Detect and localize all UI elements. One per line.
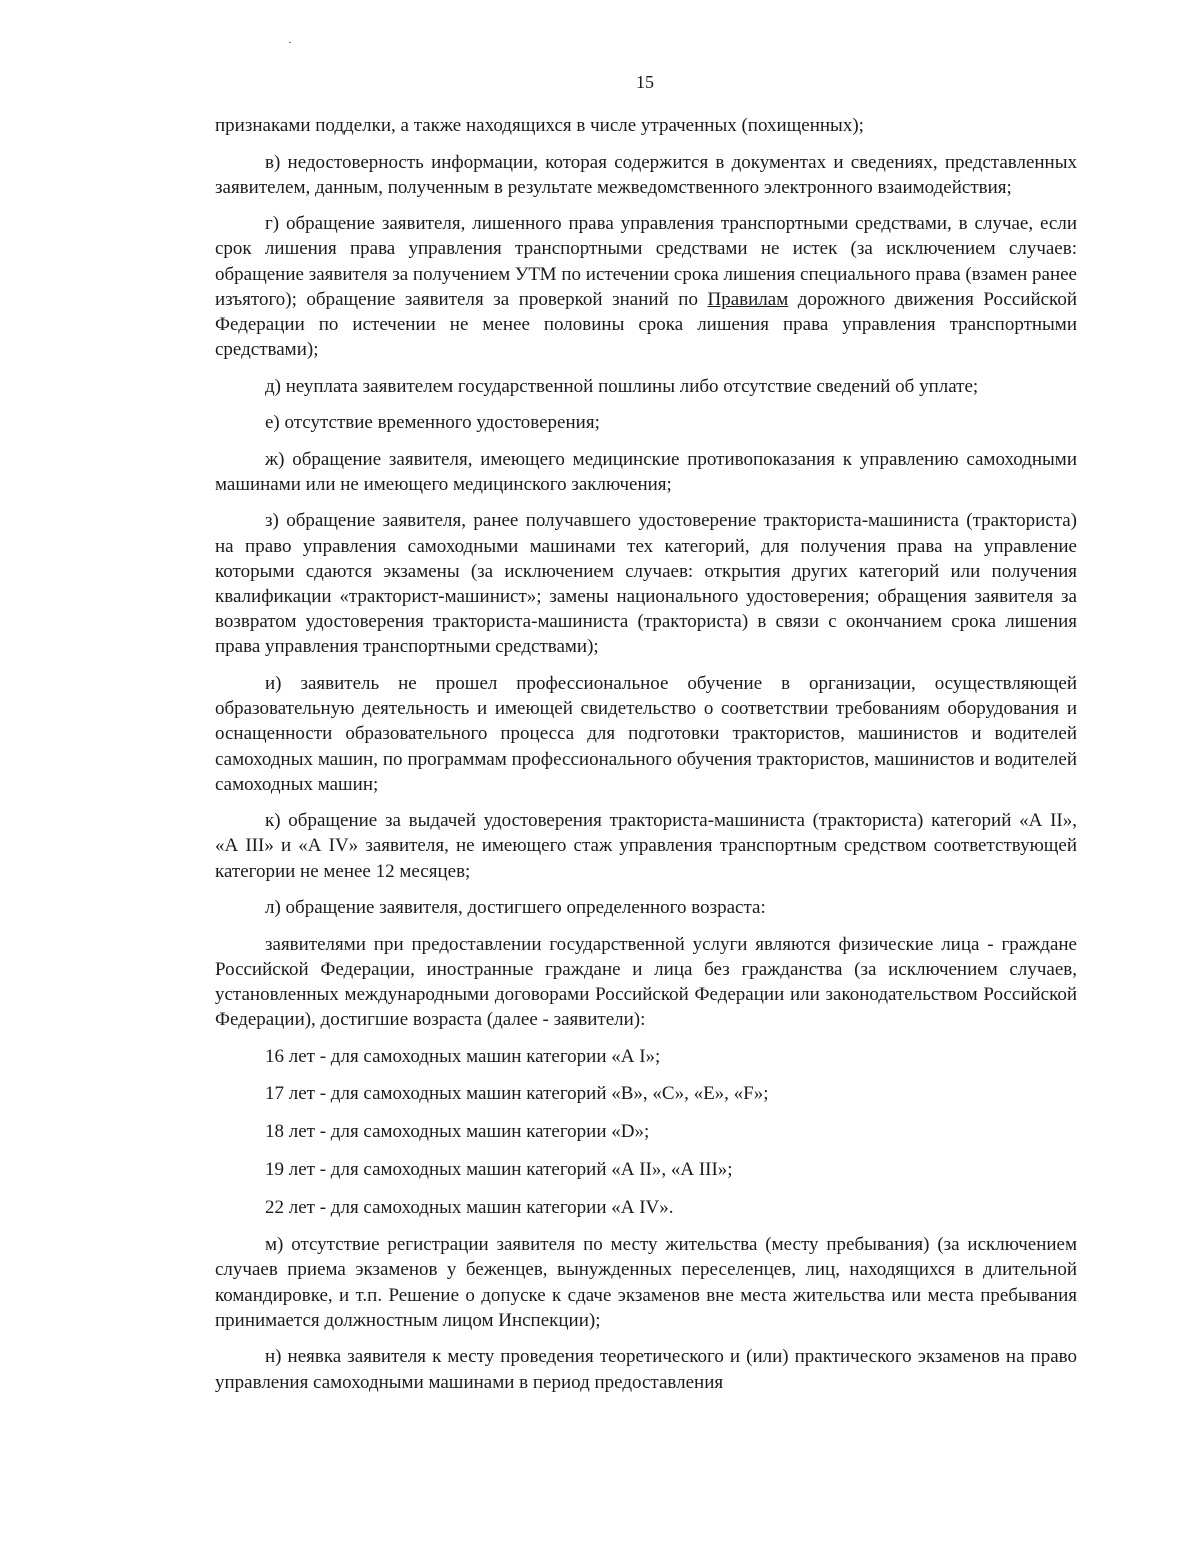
paragraph-continuation: признаками подделки, а также находящихся в числе утраченных (похищенных); — [215, 115, 864, 136]
paragraph-v: в) недостоверность информации, которая содержится в документах и сведениях, представленных заявителем, данным, полученным в результате межведомственного электронного взаимодействия; — [215, 151, 1077, 198]
rules-link[interactable]: Правилам — [707, 288, 789, 310]
age-item-16: 16 лет - для самоходных машин категории «А I»; — [265, 1045, 661, 1067]
age-item-18: 18 лет - для самоходных машин категории «D»; — [265, 1121, 650, 1143]
paragraph-applicants: заявителями при предоставлении государственной услуги являются физические лица - граждане Российской Федерации, иностранные граждане и лица без гражданства (за исключением случаев, установленных международными договорами Российской Федерации или законодательством Российской Федерации), достигшие возраста (далее - заявители): — [215, 933, 1077, 1031]
page-number: 15 — [636, 72, 654, 92]
paragraph-g-text-after: дорожного движения Российской Федерации по истечении не менее половины срока лишения права управления транспортными средствами); — [215, 288, 1077, 361]
paragraph-m: м) отсутствие регистрации заявителя по месту жительства (месту пребывания) (за исключением случаев приема экзаменов у беженцев, вынужденных переселенцев, лиц, находящихся в длительной командировке, и т.п. Решение о допуске к сдаче экзаменов вне места жительства или места пребывания принимается должностным лицом Инспекции); — [215, 1234, 1077, 1331]
paragraph-n: н) неявка заявителя к месту проведения теоретического и (или) практического экзаменов на право управления самоходными машинами в период предоставления — [215, 1346, 1077, 1393]
age-item-22: 22 лет - для самоходных машин категории «А IV». — [265, 1196, 674, 1218]
age-item-17: 17 лет - для самоходных машин категорий «В», «С», «Е», «F»; — [265, 1083, 769, 1105]
age-item-19: 19 лет - для самоходных машин категорий «А II», «А III»; — [265, 1158, 733, 1180]
document-body — [215, 113, 1077, 1406]
paragraph-zh: ж) обращение заявителя, имеющего медицинские противопоказания к управлению самоходными машинами или не имеющего медицинского заключения; — [215, 448, 1077, 495]
paragraph-i: и) заявитель не прошел профессиональное обучение в организации, осуществляющей образовательную деятельность и имеющей свидетельство о соответствии требованиям оборудования и оснащенности образовательного процесса для подготовки трактористов, машинистов и водителей самоходных машин, по программам профессионального обучения трактористов, машинистов и водителей самоходных машин; — [215, 672, 1077, 795]
paragraph-d: д) неуплата заявителем государственной пошлины либо отсутствие сведений об уплате; — [265, 375, 979, 397]
paragraph-z: з) обращение заявителя, ранее получавшего удостоверение тракториста-машиниста (тракториста) на право управления самоходными машинами тех категорий, для получения права на управление которыми сдаются экзамены (за исключением случаев: открытия других категорий или получения квалификации «тракторист-машинист»; замены национального удостоверения; обращения заявителя за возвратом удостоверения тракториста-машиниста (тракториста) в связи с окончанием срока лишения права управления транспортными средствами); — [215, 510, 1077, 658]
scan-speck — [289, 42, 291, 43]
paragraph-e: е) отсутствие временного удостоверения; — [265, 412, 600, 434]
paragraph-k: к) обращение за выдачей удостоверения тракториста-машиниста (тракториста) категорий «А II», «А III» и «А IV» заявителя, не имеющего стаж управления транспортным средством соответствующей категории не менее 12 месяцев; — [215, 810, 1077, 882]
paragraph-g-text-before: г) обращение заявителя, лишенного права управления транспортными средствами, в случае, если срок лишения права управления транспортными средствами не истек (за исключением случаев: обращение заявителя за получением УТМ по истечении срока лишения специального права (взамен ранее изъятого); обращение заявителя за проверкой знаний по — [215, 213, 1077, 310]
paragraph-l: л) обращение заявителя, достигшего определенного возраста: — [265, 897, 766, 919]
paragraph-g — [215, 211, 1077, 362]
